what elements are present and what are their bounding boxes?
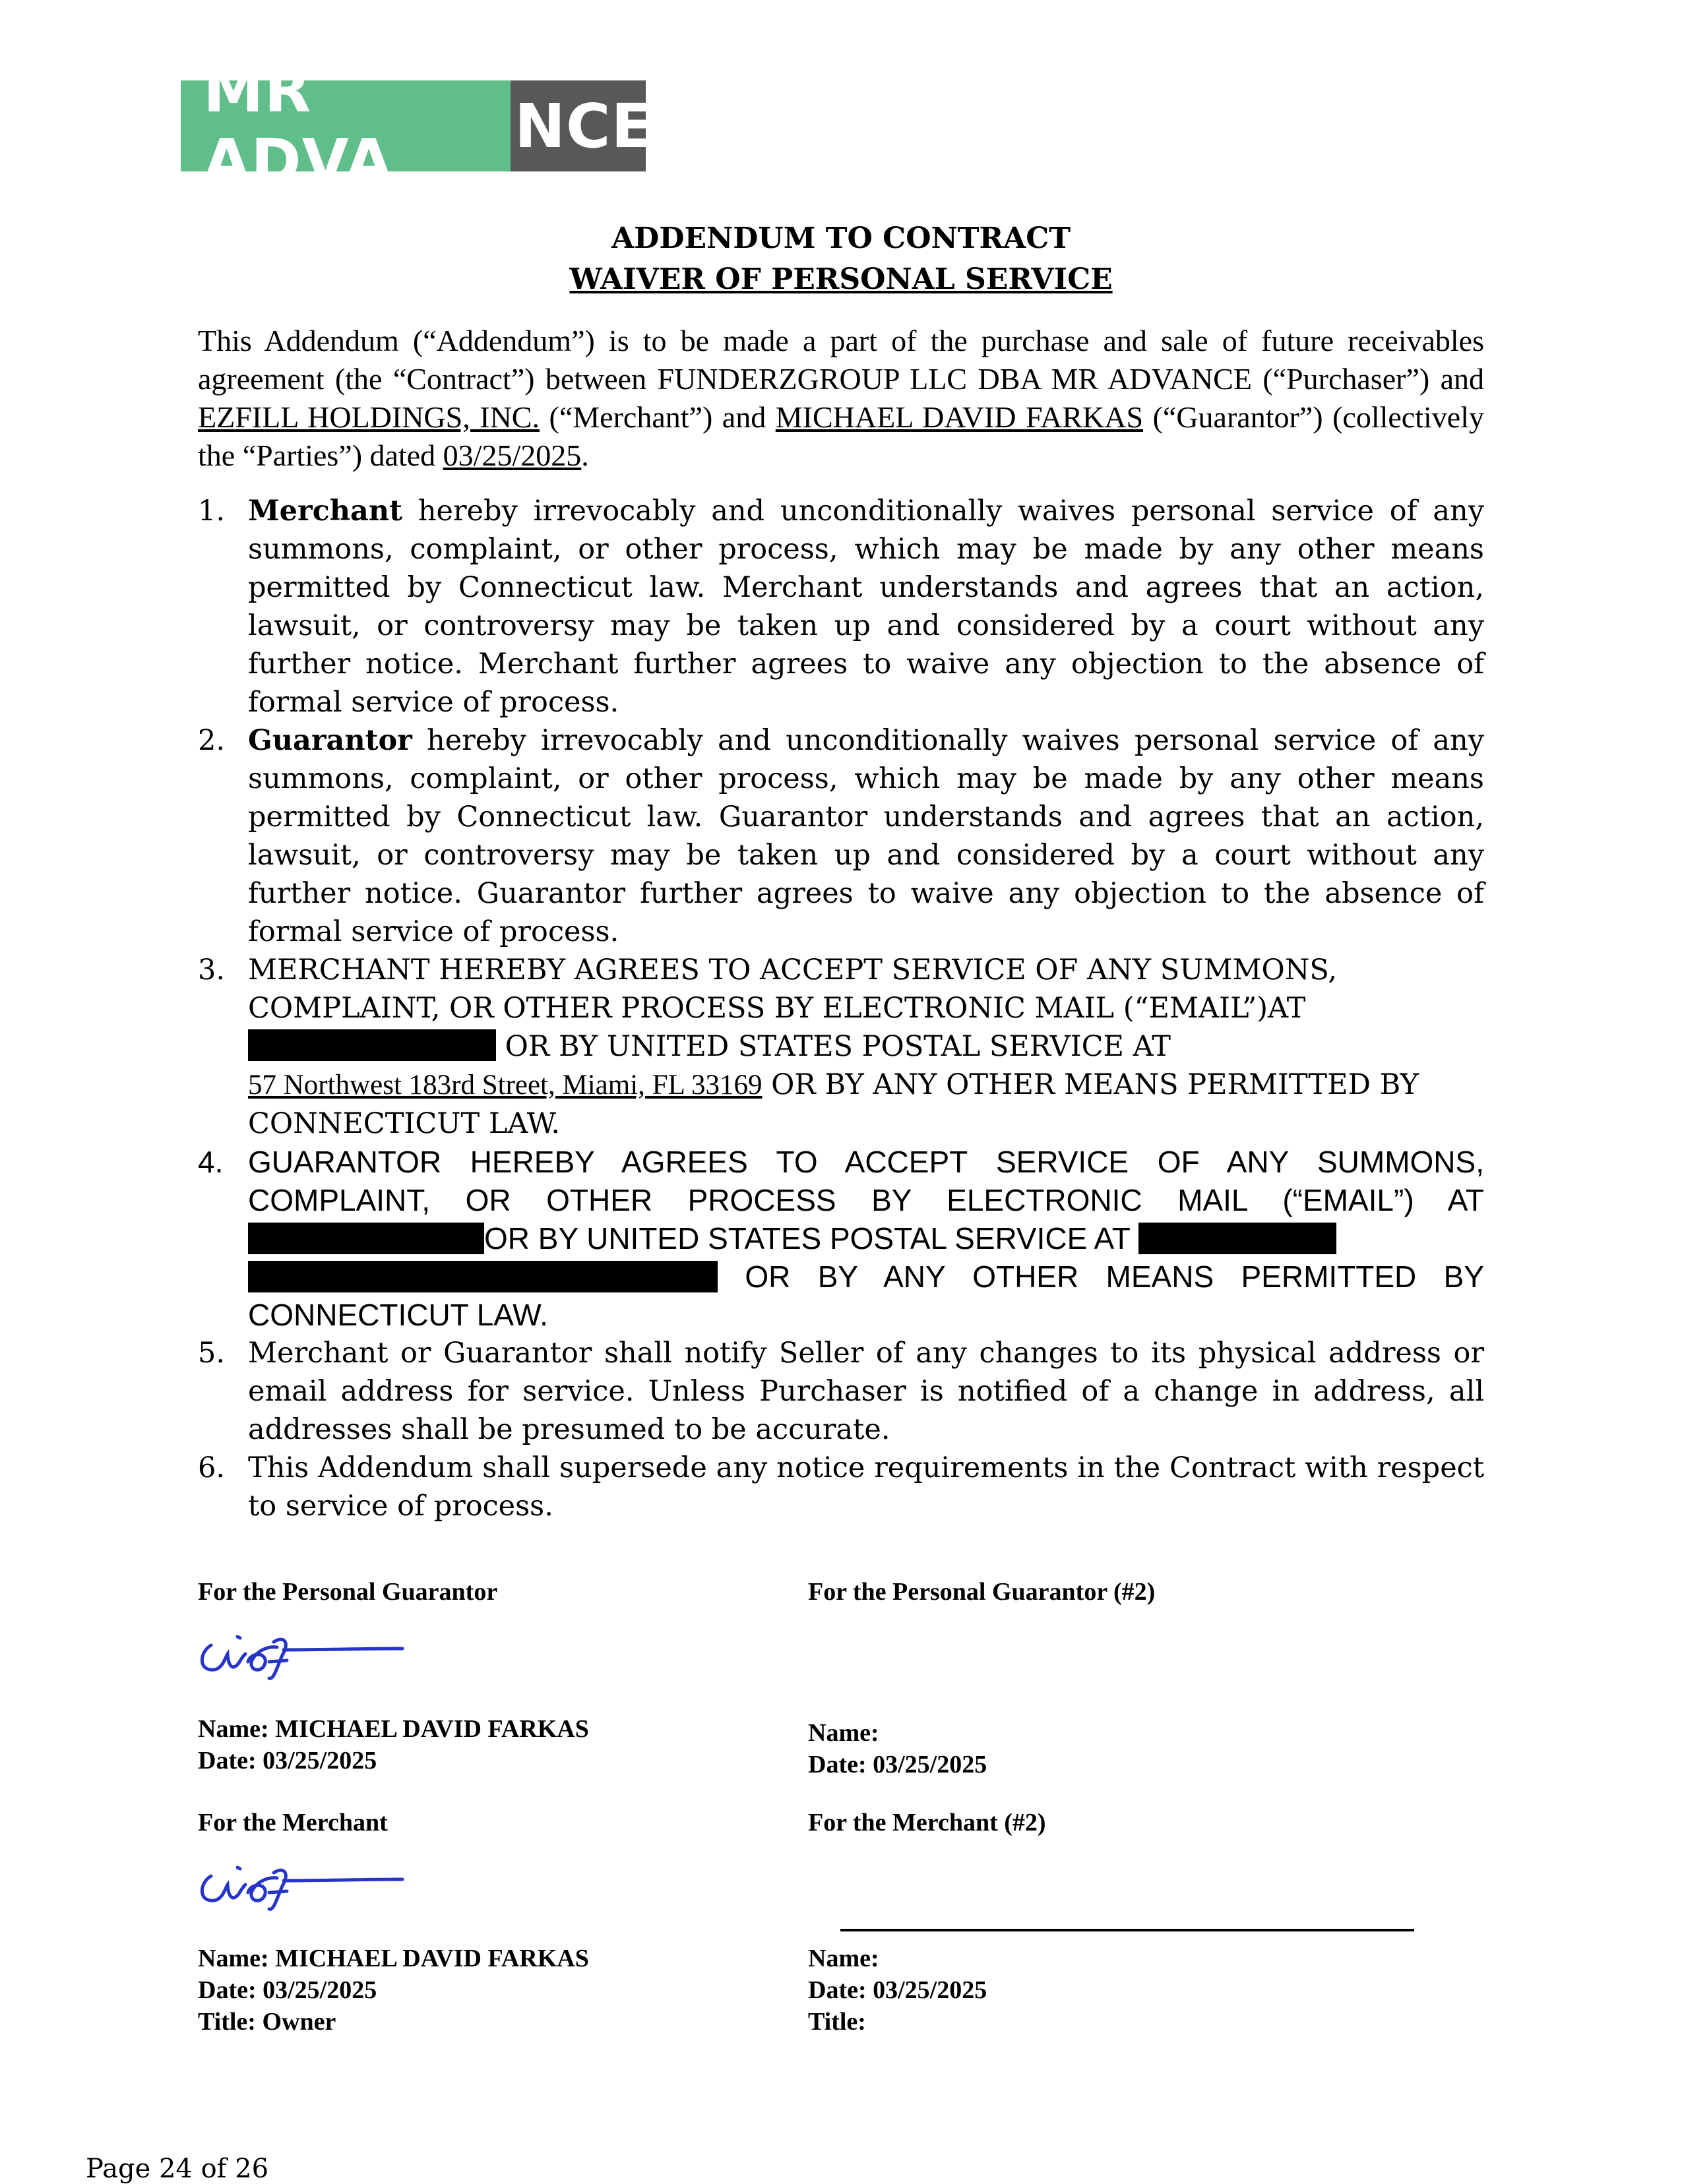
merchant-1-name: Name: MICHAEL DAVID FARKAS — [198, 1945, 589, 1972]
merchant-1-details — [198, 1943, 589, 2038]
clause-text: hereby irrevocably and unconditionally waives personal service of any summons, complaint, or other process, which may be made by any other means permitted by Connecticut law. Guarantor understands and agrees that an action, lawsuit, or controversy may be taken up and considered by a court without any further notice. Guarantor further agrees to waive any objection to the absence of formal service of process. — [248, 724, 1484, 948]
document-title: ADDENDUM TO CONTRACT — [611, 222, 1071, 255]
merchant-1-signature — [191, 1846, 416, 1912]
clause-party: Guarantor — [248, 724, 412, 757]
clause-text: hereby irrevocably and unconditionally waives personal service of any summons, complaint, or other process, which may be made by any other means permitted by Connecticut law. Merchant understands and agrees that an action, lawsuit, or controversy may be taken up and considered by a court without any further notice. Merchant further agrees to waive any objection to the absence of formal service of process. — [248, 495, 1484, 719]
clause-text: OR BY ANY OTHER MEANS PERMITTED BY CONNECTICUT LAW. — [248, 1259, 1484, 1332]
guarantor-1-signature — [191, 1616, 416, 1682]
merchant-name: EZFILL HOLDINGS, INC. — [198, 400, 540, 434]
merchant-2-date: Date: 03/25/2025 — [808, 1976, 987, 2004]
intro-text-b: (“Merchant”) and — [540, 400, 776, 434]
merchant-1-heading: For the Merchant — [198, 1809, 388, 1836]
guarantor-2-name: Name: — [808, 1719, 879, 1747]
logo-gray-part: NCE — [511, 80, 646, 171]
merchant-2-details — [808, 1943, 987, 2038]
merchant-address: 57 Northwest 183rd Street, Miami, FL 33169 — [248, 1070, 763, 1101]
guarantor-2-details — [808, 1717, 987, 1780]
clause-text: OR BY UNITED STATES POSTAL SERVICE AT — [484, 1221, 1138, 1256]
clause-text: OR BY UNITED STATES POSTAL SERVICE AT — [496, 1030, 1171, 1063]
clause-2 — [198, 721, 1484, 951]
clause-list — [198, 492, 1484, 1525]
guarantor-1-heading: For the Personal Guarantor — [198, 1578, 498, 1606]
guarantor-name: MICHAEL DAVID FARKAS — [775, 400, 1144, 434]
clause-4 — [198, 1143, 1484, 1334]
merchant-2-title: Title: — [808, 2008, 866, 2036]
merchant-2-signature-line — [840, 1929, 1414, 1931]
guarantor-1-date: Date: 03/25/2025 — [198, 1747, 377, 1774]
clause-text: This Addendum shall supersede any notice requirements in the Contract with respect to service of process. — [248, 1451, 1484, 1523]
clause-number: 1. — [198, 495, 226, 528]
intro-text-c: (“Guarantor”) (collectively the “Parties”) dated — [198, 400, 1484, 472]
guarantor-2-heading: For the Personal Guarantor (#2) — [808, 1578, 1156, 1606]
clause-3 — [198, 951, 1484, 1143]
clause-text: MERCHANT HEREBY AGREES TO ACCEPT SERVICE OF ANY SUMMONS, COMPLAINT, OR OTHER PROCESS BY ELECTRONIC MAIL (“EMAIL”)AT — [248, 954, 1337, 1025]
intro-text-a: This Addendum (“Addendum”) is to be made a part of the purchase and sale of future receivables agreement (the “Contract”) between FUNDERZGROUP LLC DBA MR ADVANCE (“Purchaser”) and — [198, 324, 1484, 396]
redacted-email — [248, 1223, 484, 1254]
redacted-email — [248, 1029, 496, 1061]
clause-1 — [198, 492, 1484, 721]
intro-text-d: . — [581, 439, 589, 472]
guarantor-1-details — [198, 1713, 589, 1776]
merchant-2-heading: For the Merchant (#2) — [808, 1809, 1046, 1836]
guarantor-2-date: Date: 03/25/2025 — [808, 1751, 987, 1778]
page-number: Page 24 of 26 — [86, 2154, 269, 2184]
redacted-address-part1 — [1138, 1223, 1336, 1254]
clause-text: Merchant or Guarantor shall notify Seller of any changes to its physical address or email address for service. Unless Purchaser is notified of a change in address, all addresses shall be presumed to be accurate. — [248, 1337, 1484, 1446]
clause-text: OR BY ANY OTHER MEANS PERMITTED BY CONNECTICUT LAW. — [248, 1068, 1419, 1140]
guarantor-1-name: Name: MICHAEL DAVID FARKAS — [198, 1715, 589, 1743]
clause-5 — [198, 1334, 1484, 1449]
clause-number: 4. — [198, 1145, 224, 1179]
merchant-1-title: Title: Owner — [198, 2008, 336, 2036]
mr-advance-logo — [181, 55, 654, 197]
contract-date: 03/25/2025 — [443, 439, 582, 472]
intro-paragraph — [198, 322, 1484, 475]
logo-green-part: MR ADVA — [181, 80, 511, 171]
clause-number: 3. — [198, 954, 226, 986]
merchant-2-name: Name: — [808, 1945, 879, 1972]
document-subtitle: WAIVER OF PERSONAL SERVICE — [569, 262, 1113, 296]
clause-party: Merchant — [248, 495, 403, 528]
clause-number: 5. — [198, 1337, 226, 1370]
merchant-1-date: Date: 03/25/2025 — [198, 1976, 377, 2004]
redacted-address-part2 — [248, 1261, 718, 1292]
clause-number: 2. — [198, 724, 226, 757]
clause-number: 6. — [198, 1451, 226, 1484]
clause-6 — [198, 1449, 1484, 1525]
clause-text: GUARANTOR HEREBY AGREES TO ACCEPT SERVICE OF ANY SUMMONS, COMPLAINT, OR OTHER PROCESS BY ELECTRONIC MAIL (“EMAIL”) AT — [248, 1145, 1484, 1217]
